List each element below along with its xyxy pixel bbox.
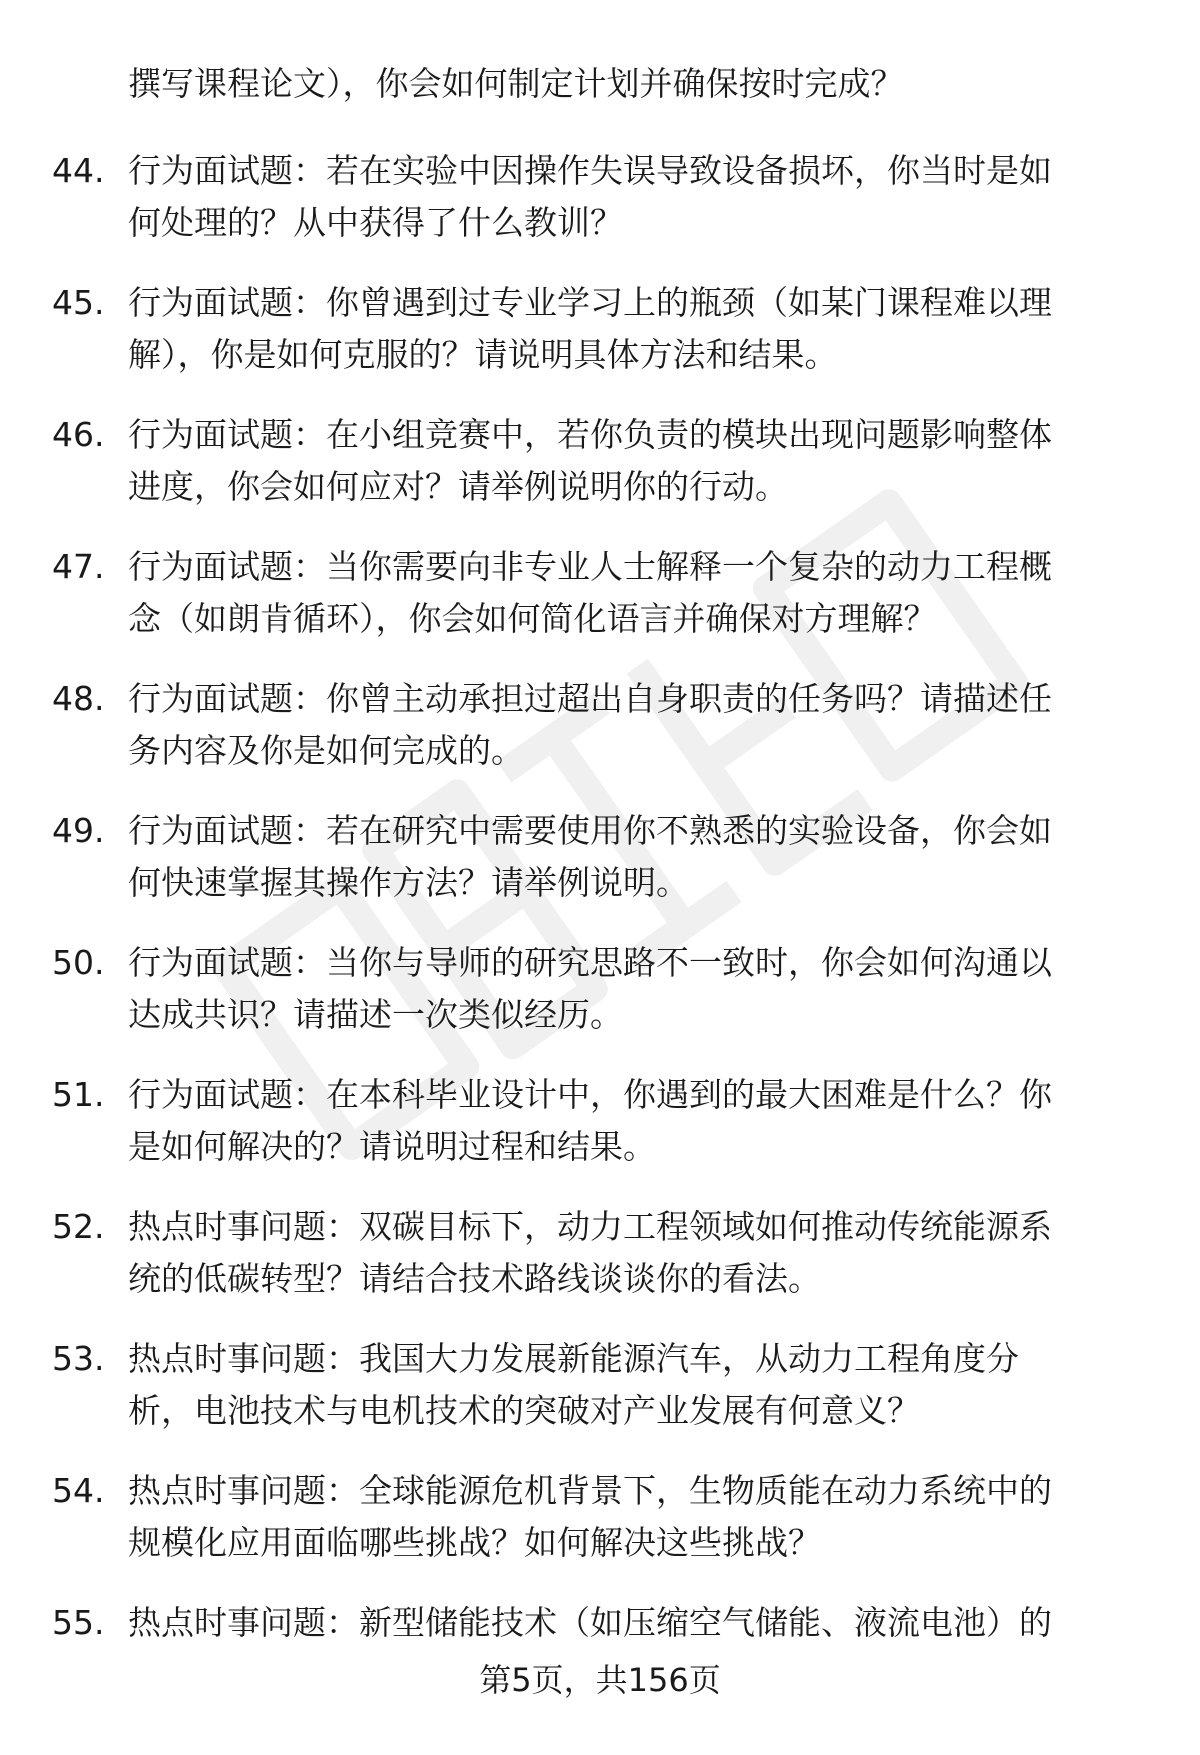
question-text [128,1465,1148,1569]
question-text-line: 何快速掌握其操作方法？请举例说明。 [128,863,689,902]
question-text-line: 行为面试题：在本科毕业设计中，你遇到的最大困难是什么？你 [128,1075,1052,1114]
question-text-line: 行为面试题：在小组竞赛中，若你负责的模块出现问题影响整体 [128,415,1052,454]
question-item [0,805,1200,937]
question-number: 44. [52,151,105,190]
question-text [128,409,1148,513]
question-text [128,1201,1148,1305]
question-text-line: 达成共识？请描述一次类似经历。 [128,995,623,1034]
question-item [0,409,1200,541]
page-footer: 第5页，共156页 [479,1661,721,1699]
question-text-line: 规模化应用面临哪些挑战？如何解决这些挑战？ [128,1523,821,1562]
question-item [0,1465,1200,1597]
question-item [0,1201,1200,1333]
question-text [128,1333,1148,1437]
question-text-line: 是如何解决的？请说明过程和结果。 [128,1127,656,1166]
question-item [0,277,1200,409]
question-text-line: 务内容及你是如何完成的。 [128,731,524,770]
question-item [0,145,1200,277]
question-text-line: 热点时事问题：双碳目标下，动力工程领域如何推动传统能源系 [128,1207,1052,1246]
question-text-line: 统的低碳转型？请结合技术路线谈谈你的看法。 [128,1259,821,1298]
question-number: 50. [52,943,105,982]
question-text [128,145,1148,249]
question-text-line: 行为面试题：当你与导师的研究思路不一致时，你会如何沟通以 [128,943,1052,982]
question-list [0,145,1200,1729]
question-text [128,805,1148,909]
question-text-line: 解），你是如何克服的？请说明具体方法和结果。 [128,335,838,374]
question-text-line: 进度，你会如何应对？请举例说明你的行动。 [128,467,788,506]
question-text-line: 何处理的？从中获得了什么教训？ [128,203,623,242]
question-number: 51. [52,1075,105,1114]
question-number: 55. [52,1603,105,1642]
question-item [0,1069,1200,1201]
question-number: 52. [52,1207,105,1246]
question-text-line: 行为面试题：当你需要向非专业人士解释一个复杂的动力工程概 [128,547,1052,586]
question-text-line: 行为面试题：若在研究中需要使用你不熟悉的实验设备，你会如 [128,811,1052,850]
question-number: 49. [52,811,105,850]
question-item [0,673,1200,805]
question-text [128,673,1148,777]
question-text [128,1597,1148,1649]
question-text-line: 析，电池技术与电机技术的突破对产业发展有何意义？ [128,1391,920,1430]
question-text-line: 热点时事问题：我国大力发展新能源汽车，从动力工程角度分 [128,1339,1019,1378]
question-text-line: 行为面试题：你曾主动承担过超出自身职责的任务吗？请描述任 [128,679,1052,718]
question-text-line: 念（如朗肯循环），你会如何简化语言并确保对方理解？ [128,599,937,638]
question-text [128,1069,1148,1173]
question-item [0,937,1200,1069]
question-number: 48. [52,679,105,718]
question-number: 46. [52,415,105,454]
question-text-line: 热点时事问题：全球能源危机背景下，生物质能在动力系统中的 [128,1471,1052,1510]
question-number: 53. [52,1339,105,1378]
question-text [128,541,1148,645]
question-number: 54. [52,1471,105,1510]
question-item [0,541,1200,673]
question-text [128,277,1148,381]
question-text-line: 行为面试题：你曾遇到过专业学习上的瓶颈（如某门课程难以理 [128,283,1052,322]
question-text [128,937,1148,1041]
question-text-line: 热点时事问题：新型储能技术（如压缩空气储能、液流电池）的 [128,1603,1052,1642]
question-number: 45. [52,283,105,322]
question-number: 47. [52,547,105,586]
question-item [0,1333,1200,1465]
continued-question-text: 撰写课程论文），你会如何制定计划并确保按时完成？ [128,64,904,103]
question-text-line: 行为面试题：若在实验中因操作失误导致设备损坏，你当时是如 [128,151,1052,190]
